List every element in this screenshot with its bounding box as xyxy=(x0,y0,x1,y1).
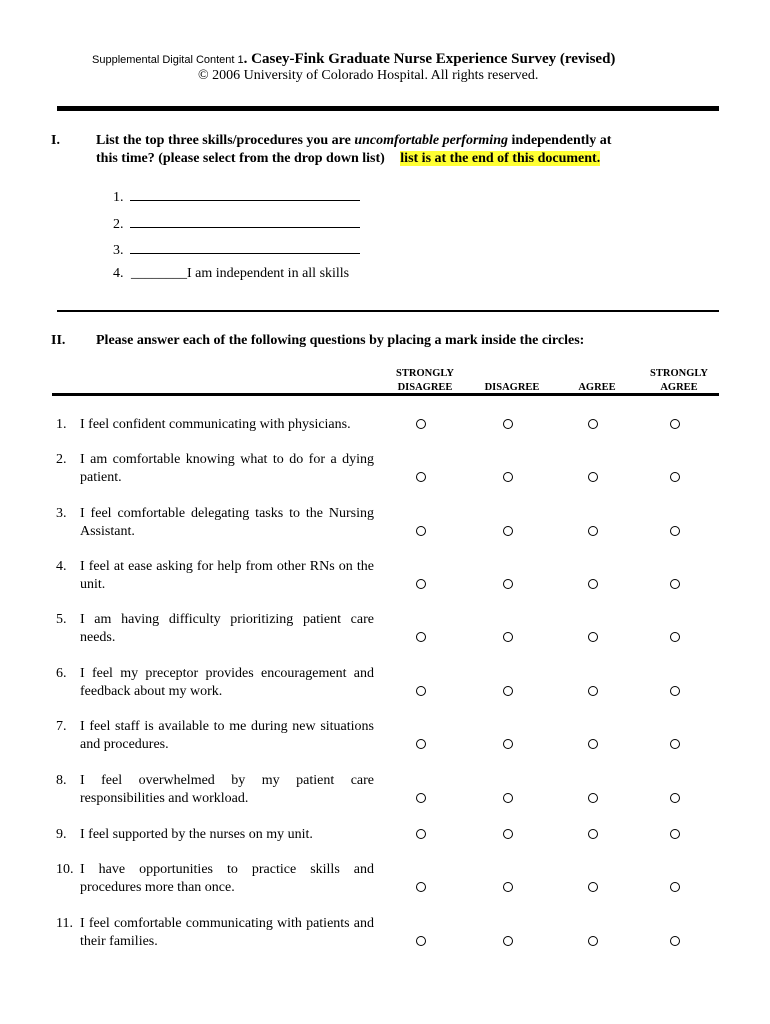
radio-disagree[interactable] xyxy=(503,472,513,482)
column-label-line1: STRONGLY xyxy=(396,368,454,379)
question-number: 3. xyxy=(56,506,67,521)
question-number: 5. xyxy=(56,612,67,627)
question-text-block xyxy=(56,611,374,647)
instruction-text-a: List the top three skills/procedures you are xyxy=(96,133,355,148)
question-number: 11. xyxy=(56,916,73,931)
column-label-line2: AGREE xyxy=(578,382,616,393)
radio-strongly-agree[interactable] xyxy=(670,526,680,536)
instruction-italic: uncomfortable performing xyxy=(354,133,508,148)
column-agree xyxy=(557,367,637,395)
instruction-text-c: this time? (please select from the drop down list) xyxy=(96,151,385,166)
skill-entry-2[interactable] xyxy=(113,213,360,233)
radio-strongly-agree[interactable] xyxy=(670,632,680,642)
question-number: 4. xyxy=(56,559,67,574)
header-divider xyxy=(57,106,719,111)
radio-strongly-disagree[interactable] xyxy=(416,829,426,839)
column-label-line1 xyxy=(557,367,637,381)
question-text: I am having difficulty prioritizing patient care needs. xyxy=(80,612,374,645)
radio-strongly-agree[interactable] xyxy=(670,829,680,839)
radio-strongly-disagree[interactable] xyxy=(416,936,426,946)
question-text: I feel at ease asking for help from other RNs on the unit. xyxy=(80,559,374,592)
skill-blank-line[interactable] xyxy=(130,186,360,201)
highlighted-note: list is at the end of this document. xyxy=(400,151,601,166)
radio-strongly-agree[interactable] xyxy=(670,936,680,946)
survey-title: . Casey-Fink Graduate Nurse Experience Survey (revised) xyxy=(243,51,616,67)
radio-strongly-disagree[interactable] xyxy=(416,579,426,589)
supplemental-label: Supplemental Digital Content 1 xyxy=(92,54,244,66)
question-text-block xyxy=(56,451,374,487)
question-text: I feel comfortable delegating tasks to the Nursing Assistant. xyxy=(80,506,374,539)
question-text: I feel confident communicating with physicians. xyxy=(80,417,351,432)
column-label-line1 xyxy=(472,367,552,381)
question-text-block xyxy=(56,665,374,701)
question-text-block xyxy=(56,861,374,897)
question-text: I feel staff is available to me during new situations and procedures. xyxy=(80,719,374,752)
column-strongly-agree xyxy=(639,367,719,395)
radio-strongly-agree[interactable] xyxy=(670,579,680,589)
radio-agree[interactable] xyxy=(588,793,598,803)
question-text: I am comfortable knowing what to do for a dying patient. xyxy=(80,452,374,485)
skill-blank-line[interactable] xyxy=(130,213,360,228)
radio-disagree[interactable] xyxy=(503,829,513,839)
skill-entry-number: 1. xyxy=(113,190,124,205)
radio-strongly-disagree[interactable] xyxy=(416,793,426,803)
instruction-text-b: independently at xyxy=(507,133,612,148)
column-disagree xyxy=(472,367,552,395)
section-2-numeral: II. xyxy=(51,333,66,348)
section-2-instruction: Please answer each of the following questions by placing a mark inside the circles: xyxy=(96,333,585,348)
column-label-line2: DISAGREE xyxy=(397,382,453,393)
question-number: 2. xyxy=(56,452,67,467)
column-label-line2: AGREE xyxy=(660,382,698,393)
skill-entry-1[interactable] xyxy=(113,186,360,206)
radio-strongly-agree[interactable] xyxy=(670,739,680,749)
skill-entry-number: 3. xyxy=(113,243,124,258)
skill-entry-4[interactable] xyxy=(113,266,349,282)
radio-strongly-agree[interactable] xyxy=(670,686,680,696)
question-number: 9. xyxy=(56,827,67,842)
radio-disagree[interactable] xyxy=(503,632,513,642)
radio-disagree[interactable] xyxy=(503,526,513,536)
radio-agree[interactable] xyxy=(588,686,598,696)
radio-strongly-disagree[interactable] xyxy=(416,526,426,536)
radio-agree[interactable] xyxy=(588,829,598,839)
column-label-line1: STRONGLY xyxy=(650,368,708,379)
radio-agree[interactable] xyxy=(588,739,598,749)
radio-agree[interactable] xyxy=(588,882,598,892)
radio-strongly-disagree[interactable] xyxy=(416,686,426,696)
radio-strongly-disagree[interactable] xyxy=(416,632,426,642)
question-text-block xyxy=(56,558,374,594)
table-header-rule xyxy=(52,393,719,396)
question-number: 10. xyxy=(56,862,74,877)
radio-agree[interactable] xyxy=(588,472,598,482)
question-text-block xyxy=(56,505,374,541)
independent-option: ________I am independent in all skills xyxy=(131,266,350,281)
radio-disagree[interactable] xyxy=(503,882,513,892)
question-number: 1. xyxy=(56,417,67,432)
question-number: 6. xyxy=(56,666,67,681)
document-header xyxy=(92,50,615,68)
radio-strongly-disagree[interactable] xyxy=(416,882,426,892)
question-number: 7. xyxy=(56,719,67,734)
skill-blank-line[interactable] xyxy=(130,239,360,254)
section-divider xyxy=(57,310,719,312)
question-text: I feel supported by the nurses on my unit. xyxy=(80,827,313,842)
skill-entry-number: 4. xyxy=(113,266,124,281)
radio-agree[interactable] xyxy=(588,579,598,589)
column-strongly-disagree xyxy=(385,367,465,395)
radio-disagree[interactable] xyxy=(503,579,513,589)
radio-strongly-agree[interactable] xyxy=(670,793,680,803)
question-text-block xyxy=(56,826,374,844)
radio-strongly-disagree[interactable] xyxy=(416,739,426,749)
radio-disagree[interactable] xyxy=(503,739,513,749)
copyright-line: © 2006 University of Colorado Hospital. All rights reserved. xyxy=(198,68,539,83)
section-1-numeral: I. xyxy=(51,133,60,148)
radio-strongly-agree[interactable] xyxy=(670,419,680,429)
radio-agree[interactable] xyxy=(588,936,598,946)
question-text: I feel comfortable communicating with patients and their families. xyxy=(80,916,374,949)
question-text-block xyxy=(56,772,374,808)
radio-agree[interactable] xyxy=(588,419,598,429)
question-number: 8. xyxy=(56,773,67,788)
radio-strongly-disagree[interactable] xyxy=(416,472,426,482)
question-text-block xyxy=(56,416,374,434)
column-label-line2: DISAGREE xyxy=(484,382,540,393)
question-text-block xyxy=(56,718,374,754)
radio-agree[interactable] xyxy=(588,632,598,642)
radio-disagree[interactable] xyxy=(503,419,513,429)
radio-strongly-disagree[interactable] xyxy=(416,419,426,429)
question-text: I feel overwhelmed by my patient care responsibilities and workload. xyxy=(80,773,374,806)
skill-entry-3[interactable] xyxy=(113,239,360,259)
skill-entry-number: 2. xyxy=(113,217,124,232)
question-text-block xyxy=(56,915,374,951)
radio-disagree[interactable] xyxy=(503,793,513,803)
radio-disagree[interactable] xyxy=(503,686,513,696)
radio-strongly-agree[interactable] xyxy=(670,472,680,482)
radio-disagree[interactable] xyxy=(503,936,513,946)
question-text: I have opportunities to practice skills and procedures more than once. xyxy=(80,862,374,895)
radio-strongly-agree[interactable] xyxy=(670,882,680,892)
section-1-instruction xyxy=(96,132,696,168)
radio-agree[interactable] xyxy=(588,526,598,536)
question-text: I feel my preceptor provides encouragement and feedback about my work. xyxy=(80,666,374,699)
